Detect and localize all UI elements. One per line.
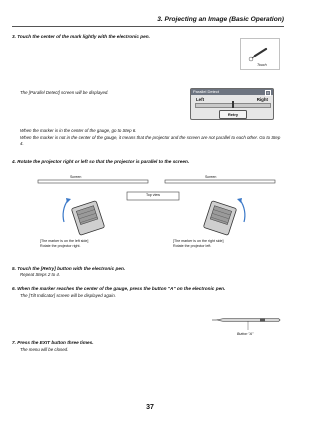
button-a-label: Button "A": [237, 332, 254, 336]
dialog-title: Parallel Detect: [193, 89, 220, 94]
step7-heading: 7. Press the EXIT button three times.: [12, 340, 94, 345]
parallel-detect-dialog: [190, 88, 274, 120]
screen-label-left: Screen: [70, 175, 82, 179]
electronic-pen-illustration: [210, 308, 288, 332]
step3-note2: When the marker is not in the center of the gauge, it means that the projector and the screen are not parallel to each other. Go to Step 4.: [20, 135, 281, 146]
gauge-marker: [232, 101, 234, 108]
touch-label: Touch: [257, 63, 267, 67]
step3-desc: The [Parallel Detect] screen will be displayed.: [20, 90, 109, 95]
section-title: 3. Projecting an Image (Basic Operation): [157, 16, 284, 23]
header-rule: [12, 26, 284, 27]
screen-label-right: Screen: [205, 175, 217, 179]
step5-desc: Repeat Steps 2 to 4.: [20, 272, 61, 277]
step5-heading: 5. Touch the [Retry] button with the electronic pen.: [12, 266, 126, 271]
electronic-pen-icon: [212, 319, 280, 322]
screen-right: [165, 180, 275, 183]
screen-left: [38, 180, 148, 183]
top-view-label: Top view: [146, 193, 160, 197]
projector-right-icon: [203, 201, 236, 236]
close-icon[interactable]: x: [265, 90, 271, 96]
step4-heading: 4. Rotate the projector right or left so that the projector is parallel to the screen.: [12, 159, 190, 164]
step3-heading: 3. Touch the center of the mark lightly with the electronic pen.: [12, 34, 150, 39]
page-header: [12, 16, 284, 26]
gauge-right-label: Right: [256, 97, 268, 102]
step6-desc: The [Tilt Indicator] screen will be displayed again.: [20, 293, 116, 298]
projector-left-icon: [71, 201, 104, 236]
caption-left-1: [The marker is on the left side]: [40, 239, 89, 243]
step7-desc: The menu will be closed.: [20, 347, 69, 352]
caption-left-2: Rotate the projector right.: [40, 244, 81, 248]
retry-button[interactable]: Retry: [219, 110, 247, 119]
top-view-diagram: [30, 178, 280, 236]
page-number: 37: [146, 404, 154, 411]
rotate-left-arrow: [240, 200, 245, 222]
rotate-right-arrow: [63, 200, 68, 222]
caption-right-1: [The marker is on the right side]: [173, 239, 224, 243]
caption-right-2: Rotate the projector left.: [173, 244, 212, 248]
step3-note1: When the marker is in the center of the gauge, go to Step 6.: [20, 128, 137, 133]
gauge-left-label: Left: [196, 97, 205, 102]
dialog-title-bar: [191, 89, 273, 95]
step6-heading: 6. When the marker reaches the center of the gauge, press the button "A" on the electronic pen.: [12, 286, 226, 291]
